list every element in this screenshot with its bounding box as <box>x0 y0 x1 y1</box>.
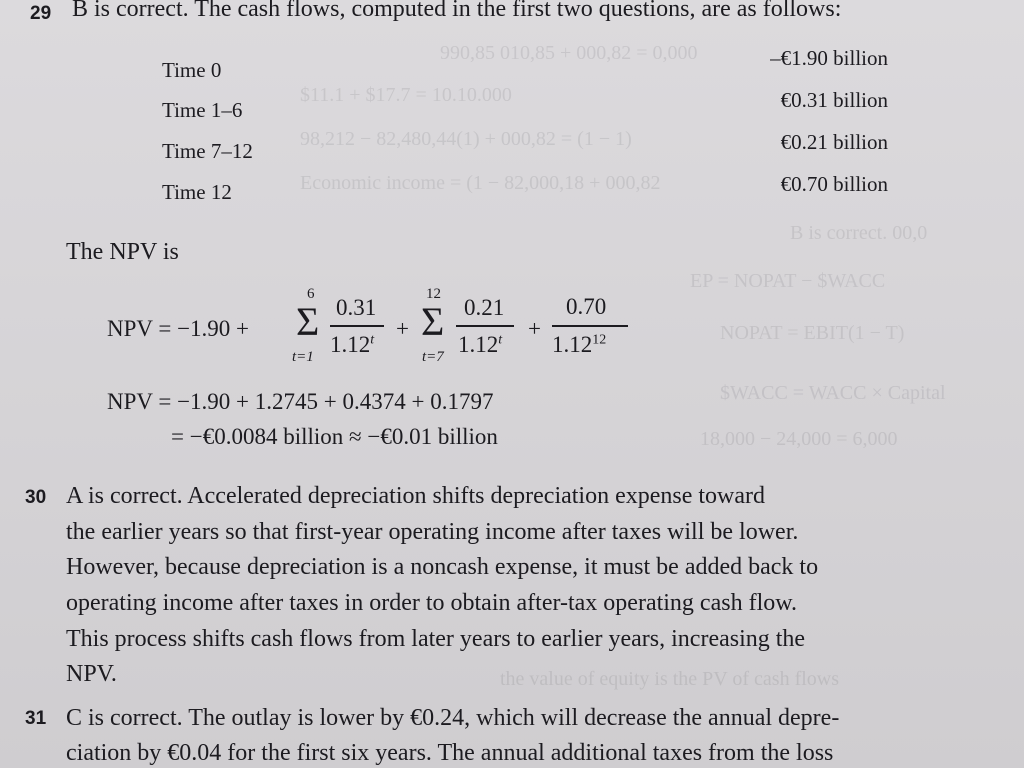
answer-line: the earlier years so that first-year operating income after taxes will be lower. <box>66 519 799 545</box>
answer-line: ciation by €0.04 for the first six years. The annual additional taxes from the loss <box>66 740 834 766</box>
cash-flow-amount: €0.21 billion <box>780 130 888 154</box>
show-through-text: 990,85 010,85 + 000,82 = 0,000 <box>440 42 698 64</box>
answer-line: C is correct. The outlay is lower by €0.24, which will decrease the annual depre- <box>66 705 840 731</box>
npv-result-line: = −€0.0084 billion ≈ −€0.01 billion <box>171 424 498 449</box>
answer-line: NPV. <box>66 661 117 687</box>
cash-flow-time-label: Time 7–12 <box>162 139 253 163</box>
plus-sign: + <box>528 316 541 341</box>
cash-flow-amount: –€1.90 billion <box>770 46 888 70</box>
sum1-numerator: 0.31 <box>336 295 377 320</box>
term3-numerator: 0.70 <box>566 294 607 319</box>
sum1-denominator: 1.12$^t$ <box>330 332 375 357</box>
answer-line: This process shifts cash flows from later years to earlier years, increasing the <box>66 626 806 652</box>
npv-calculation-line: NPV = −1.90 + 1.2745 + 0.4374 + 0.1797 <box>107 389 494 414</box>
question-number: 29 <box>30 3 52 24</box>
cash-flow-time-label: Time 1–6 <box>162 98 243 122</box>
summation-sign: Σ <box>296 299 320 344</box>
sum2-lower-limit: t=7 <box>422 349 444 365</box>
answer-line: However, because depreciation is a noncash expense, it must be added back to <box>66 554 819 580</box>
cash-flow-amount: €0.31 billion <box>780 88 888 112</box>
show-through-text: Economic income = (1 − 82,000,18 + 000,82 <box>300 172 661 194</box>
sum1-upper-limit: 6 <box>307 286 315 302</box>
fraction-bar <box>456 325 514 327</box>
summation-sign: Σ <box>421 299 445 344</box>
cash-flow-time-label: Time 0 <box>162 58 222 82</box>
formula-lhs: NPV = −1.90 + <box>107 316 250 341</box>
show-through-text: NOPAT = EBIT(1 − T) <box>720 322 905 344</box>
plus-sign: + <box>396 316 409 341</box>
term3-denominator: 1.12$^{12}$ <box>552 332 607 357</box>
fraction-bar <box>552 325 628 327</box>
show-through-text: 18,000 − 24,000 = 6,000 <box>700 428 898 450</box>
sum2-numerator: 0.21 <box>464 295 505 320</box>
question-number: 31 <box>25 708 47 729</box>
question-29-intro: B is correct. The cash flows, computed in the first two questions, are as follows: <box>72 0 842 22</box>
show-through-text: the value of equity is the PV of cash flows <box>500 668 840 690</box>
sum1-lower-limit: t=1 <box>292 349 314 365</box>
answer-line: A is correct. Accelerated depreciation shifts depreciation expense toward <box>66 483 766 509</box>
sum2-denominator: 1.12$^t$ <box>458 332 503 357</box>
show-through-text: B is correct. 00,0 <box>790 222 928 244</box>
fraction-bar <box>330 325 384 327</box>
show-through-text: $11.1 + $17.7 = 10.10.000 <box>300 84 512 106</box>
show-through-text: $WACC = WACC × Capital <box>720 382 946 404</box>
cash-flow-time-label: Time 12 <box>162 180 232 204</box>
show-through-text: 98,212 − 82,480,44(1) + 000,82 = (1 − 1) <box>300 128 632 150</box>
show-through-text: EP = NOPAT − $WACC <box>690 270 886 292</box>
npv-intro: The NPV is <box>66 239 179 265</box>
question-number: 30 <box>25 487 47 508</box>
answer-line: operating income after taxes in order to obtain after-tax operating cash flow. <box>66 590 798 616</box>
sum2-upper-limit: 12 <box>426 286 441 302</box>
cash-flow-amount: €0.70 billion <box>780 172 888 196</box>
